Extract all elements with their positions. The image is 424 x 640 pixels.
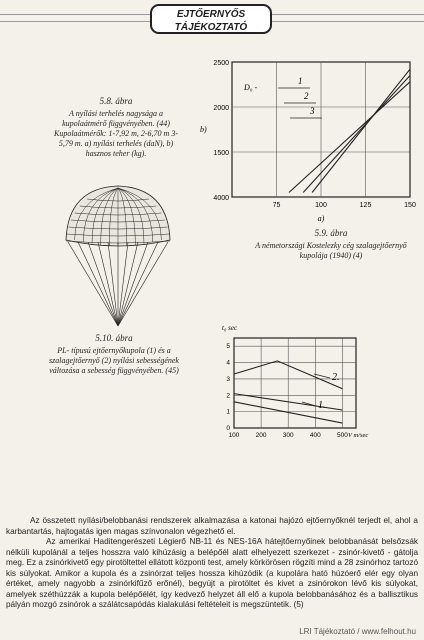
suspension-line xyxy=(118,242,138,326)
x-tick-label: 500 xyxy=(337,432,348,439)
fig-5-8-number: 5.8. ábra xyxy=(99,96,133,106)
body-text xyxy=(6,516,418,611)
fig-5-10-caption xyxy=(40,333,188,376)
suspension-line xyxy=(98,242,118,326)
y-axis-label: b) xyxy=(200,125,207,134)
x-tick-label: 75 xyxy=(272,202,281,209)
suspension-line xyxy=(68,242,118,326)
series-label-3: 3 xyxy=(310,106,315,116)
suspension-line xyxy=(118,242,128,326)
y-tick-label: 1500 xyxy=(213,150,229,157)
header-title-line1: EJTŐERNYŐS xyxy=(176,9,246,20)
suspension-line xyxy=(108,242,118,326)
y-tick-label: 0 xyxy=(226,425,230,432)
x-tick-label: 150 xyxy=(404,202,416,209)
suspension-line xyxy=(88,242,118,326)
suspension-line xyxy=(118,242,148,326)
x-tick-label: 300 xyxy=(282,432,294,439)
parameter-label: D₀ - xyxy=(244,83,258,92)
fig-5-10-text: PL- típusú ejtőernyőkupola (1) és a szalagejtőernyő (2) nyílási sebességének változása a sebesség függvényében. (45) xyxy=(49,346,179,375)
y-axis-label: t₀ sec xyxy=(222,324,238,332)
series-label-2: 2 xyxy=(304,91,309,101)
fig-5-9-caption xyxy=(246,228,416,261)
x-axis-label: a) xyxy=(317,214,325,223)
body-paragraph-1: Az összetett nyílási/belobbanási rendszerek alkalmazása a katonai hajózó ejtőernyőknél terjedt el, ahol a karbantartás, hajtogatás igen magas színvonalon végezhető el. xyxy=(6,516,418,536)
x-tick-label: 100 xyxy=(228,432,240,439)
series-label-1: 1. xyxy=(318,400,326,411)
y-tick-label: 4000 xyxy=(213,195,229,202)
series-label-1: 1 xyxy=(298,76,303,86)
suspension-line xyxy=(118,242,168,326)
x-tick-label: 100 xyxy=(315,202,327,209)
fig-5-9-number: 5.9. ábra xyxy=(314,228,348,238)
parachute-canopy-illustration xyxy=(58,180,178,330)
series-line-1 xyxy=(312,69,410,192)
x-axis-label: V m/sec xyxy=(348,432,369,439)
y-tick-label: 2 xyxy=(226,392,230,400)
x-tick-label: 200 xyxy=(255,432,267,439)
y-tick-label: 2500 xyxy=(213,60,229,67)
y-tick-label: 3 xyxy=(226,375,230,383)
series-line-2 xyxy=(303,76,410,193)
fig-5-9-text: A németországi Kostelezky cég szalagejtőernyő kupolája (1940) (4) xyxy=(255,241,407,260)
x-tick-label: 125 xyxy=(359,202,372,209)
suspension-line xyxy=(118,242,158,326)
y-tick-label: 5 xyxy=(226,343,230,351)
fig-5-8-text: A nyílási terhelés nagysága a kupolaátmérő függvényében. (44) Kupolaátmérők: 1-7,92 m, 2-6,70 m 3-5,79 m. a) nyílási terhelés (daN), b) hasznos teher (kg). xyxy=(54,109,178,158)
fig-5-8-caption xyxy=(52,96,180,159)
body-paragraph-2: Az amerikai Haditengerészeti Légierő NB-11 és NES-16A hátejtőernyőinek belobbanását belsőzsák nélküli kupolánál a teljes hosszra való kihúzásig a belépőél alatt elhelyezett szerkezet - zsinór-kivető - gátolja meg. Ez a zsinórkivető egy pirotöltettel ellátott központi test, amely körkörösen rögzíti mind a 28 zsinórhoz tartozó kis súlyokat. Amikor a kupola és a zsinórzat teljes hossza kihúzódik (a kupolára ható húzóerő elér egy olyan értéket, amely nagyobb a zsinórkifűző erőnél), begyújt a pirotöltet és kivet a zsinórokon lévő kis súlyokat, amelyek széthúzzák a kupola belépőélét, így kedvező helyzet áll elő a kupola belobbanásához és a ballisztikus pályán mozgó zsinórok a szálátcsapódás kialakulási feltételeit is megszüntetik. (5) xyxy=(6,537,418,609)
fig-5-10-number: 5.10. ábra xyxy=(95,333,133,343)
y-tick-label: 1 xyxy=(226,408,230,416)
x-tick-label: 400 xyxy=(309,432,321,439)
suspension-line xyxy=(78,242,118,326)
page-header xyxy=(150,4,272,34)
y-tick-label: 4 xyxy=(226,359,230,367)
y-tick-label: 2000 xyxy=(213,105,229,112)
header-title-line2: TÁJÉKOZTATÓ xyxy=(174,22,248,33)
footer-source: LRI Tájékoztató / www.felhout.hu xyxy=(299,627,416,636)
fig-5-8-chart xyxy=(180,52,420,227)
fig-5-10-chart xyxy=(206,318,376,448)
series-label-2: 2. xyxy=(332,372,340,383)
plot-frame xyxy=(234,338,356,428)
